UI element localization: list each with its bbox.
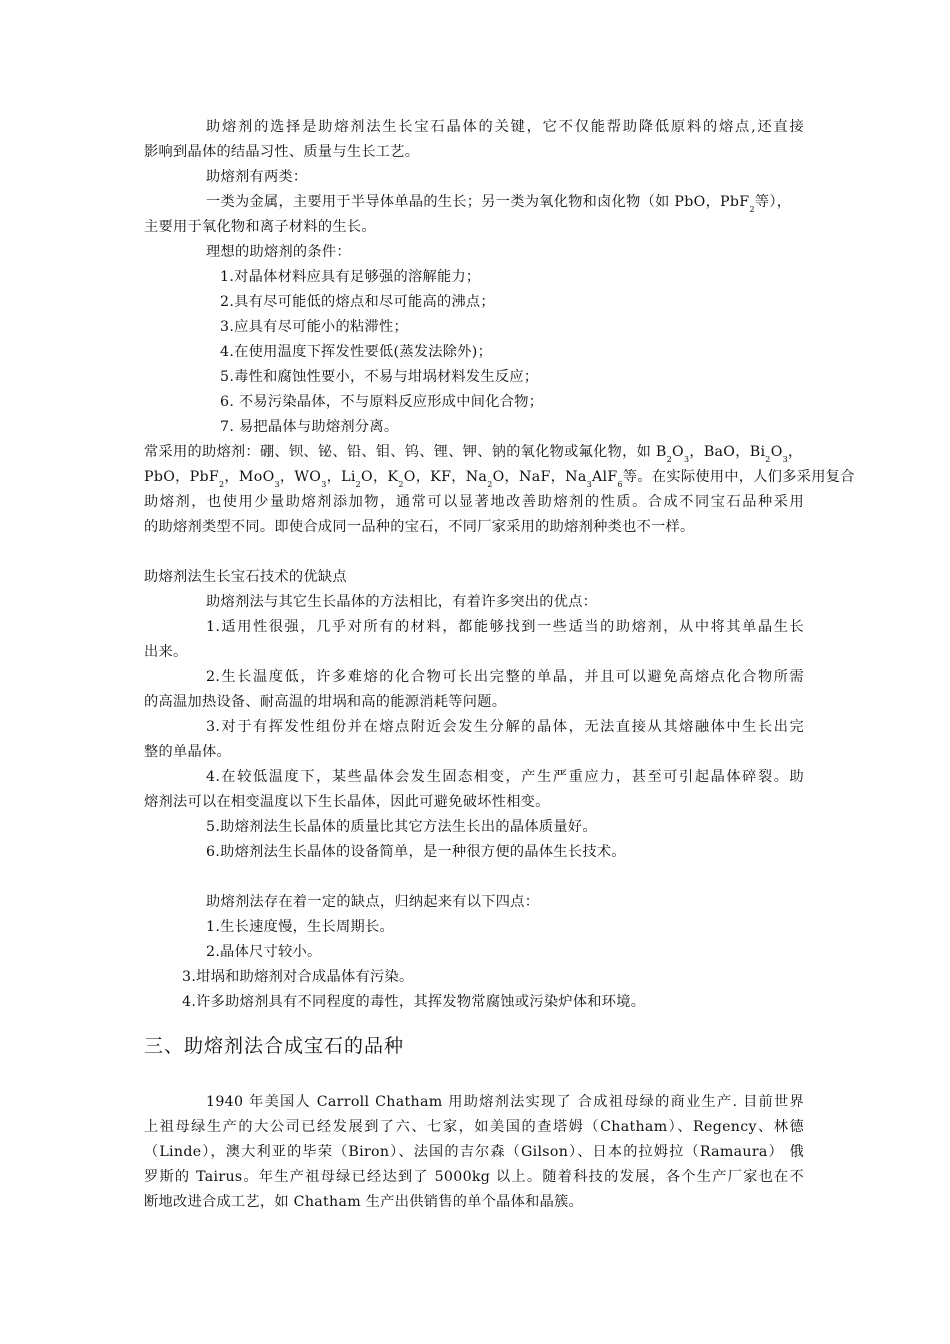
paragraph-line: 助熔剂法存在着一定的缺点，归纳起来有以下四点： bbox=[206, 894, 540, 910]
paragraph-line: 主要用于氧化物和离子材料的生长。 bbox=[144, 219, 376, 235]
paragraph-line: 1.适用性很强，几乎对所有的材料，都能够找到一些适当的助熔剂，从中将其单晶生长 bbox=[206, 619, 804, 635]
paragraph-line: 2.生长温度低，许多难熔的化合物可长出完整的单晶，并且可以避免高熔点化合物所需 bbox=[206, 669, 804, 685]
paragraph-line: 上祖母绿生产的大公司已经发展到了六、七家，如美国的查塔姆（Chatham）、Regency、林德 bbox=[144, 1119, 804, 1135]
list-item: 1.对晶体材料应具有足够强的溶解能力； bbox=[220, 269, 481, 285]
list-item: 1.生长速度慢，生长周期长。 bbox=[206, 919, 394, 935]
paragraph-line: PbO，PbF$_2$，MoO$_3$，$WO_3$，$Li_2O$，$K_2O$，KF，$Na_2O$，NaF，$Na_3AlF_6$等。在实际使用中，人们多采用复合 bbox=[144, 469, 855, 489]
paragraph-line: 6.助熔剂法生长晶体的设备简单，是一种很方便的晶体生长技术。 bbox=[206, 844, 626, 860]
paragraph-line: 熔剂法可以在相变温度以下生长晶体，因此可避免破坏性相变。 bbox=[144, 794, 550, 810]
list-item: 7. 易把晶体与助熔剂分离。 bbox=[220, 419, 399, 435]
list-item: 3.坩埚和助熔剂对合成晶体有污染。 bbox=[182, 969, 414, 985]
paragraph-line: 3.对于有挥发性组份并在熔点附近会发生分解的晶体，无法直接从其熔融体中生长出完 bbox=[206, 719, 804, 735]
paragraph-line: 1940 年美国人 Carroll Chatham 用助熔剂法实现了 合成祖母绿的商业生产. 目前世界 bbox=[206, 1094, 804, 1110]
paragraph-line: 助熔剂，也使用少量助熔剂添加物，通常可以显著地改善助熔剂的性质。合成不同宝石品种采用 bbox=[144, 494, 804, 510]
paragraph-line: （Linde），澳大利亚的毕荣（Biron）、法国的吉尔森（Gilson）、日本的拉姆拉（Ramaura） 俄 bbox=[144, 1144, 804, 1160]
paragraph-line: 罗斯的 Tairus。年生产祖母绿已经达到了 5000kg 以上。随着科技的发展，各个生产厂家也在不 bbox=[144, 1169, 804, 1185]
paragraph-line: 断地改进合成工艺，如 Chatham 生产出供销售的单个晶体和晶簇。 bbox=[144, 1194, 584, 1210]
list-item: 4.在使用温度下挥发性要低(蒸发法除外)； bbox=[220, 344, 493, 360]
paragraph-line: 影响到晶体的结晶习性、质量与生长工艺。 bbox=[144, 144, 420, 160]
paragraph-line: 助熔剂法与其它生长晶体的方法相比，有着许多突出的优点： bbox=[206, 594, 598, 610]
paragraph-line: 的助熔剂类型不同。即使合成同一品种的宝石，不同厂家采用的助熔剂种类也不一样。 bbox=[144, 519, 695, 535]
list-item: 6. 不易污染晶体，不与原料反应形成中间化合物； bbox=[220, 394, 544, 410]
list-item: 4.许多助熔剂具有不同程度的毒性，其挥发物常腐蚀或污染炉体和环境。 bbox=[182, 994, 646, 1010]
paragraph-line: 整的单晶体。 bbox=[144, 744, 231, 760]
section-heading: 三、助熔剂法合成宝石的品种 bbox=[144, 1035, 405, 1057]
paragraph-line: 的高温加热设备、耐高温的坩埚和高的能源消耗等问题。 bbox=[144, 694, 507, 710]
section-title: 助熔剂法生长宝石技术的优缺点 bbox=[144, 569, 347, 585]
paragraph-line: 理想的助熔剂的条件： bbox=[206, 244, 351, 260]
paragraph-line: 5.助熔剂法生长晶体的质量比其它方法生长出的晶体质量好。 bbox=[206, 819, 597, 835]
list-item: 5.毒性和腐蚀性要小，不易与坩埚材料发生反应； bbox=[220, 369, 539, 385]
paragraph-line: 一类为金属，主要用于半导体单晶的生长；另一类为氧化物和卤化物（如 PbO，PbF$_2$等）， bbox=[206, 194, 792, 214]
list-item: 2.晶体尺寸较小。 bbox=[206, 944, 322, 960]
paragraph-line: 助熔剂有两类： bbox=[206, 169, 308, 185]
paragraph-line: 4.在较低温度下，某些晶体会发生固态相变，产生严重应力，甚至可引起晶体碎裂。助 bbox=[206, 769, 804, 785]
paragraph-line: 出来。 bbox=[144, 644, 188, 660]
list-item: 2.具有尽可能低的熔点和尽可能高的沸点； bbox=[220, 294, 495, 310]
list-item: 3.应具有尽可能小的粘滞性； bbox=[220, 319, 408, 335]
paragraph-line: 助熔剂的选择是助熔剂法生长宝石晶体的关键，它不仅能帮助降低原料的熔点,还直接 bbox=[206, 119, 804, 135]
paragraph-line: 常采用的助熔剂：硼、钡、铋、铅、钼、钨、锂、钾、钠的氧化物或氟化物，如 $B_2O_3$，BaO，$Bi_2O_3$， bbox=[144, 444, 803, 464]
